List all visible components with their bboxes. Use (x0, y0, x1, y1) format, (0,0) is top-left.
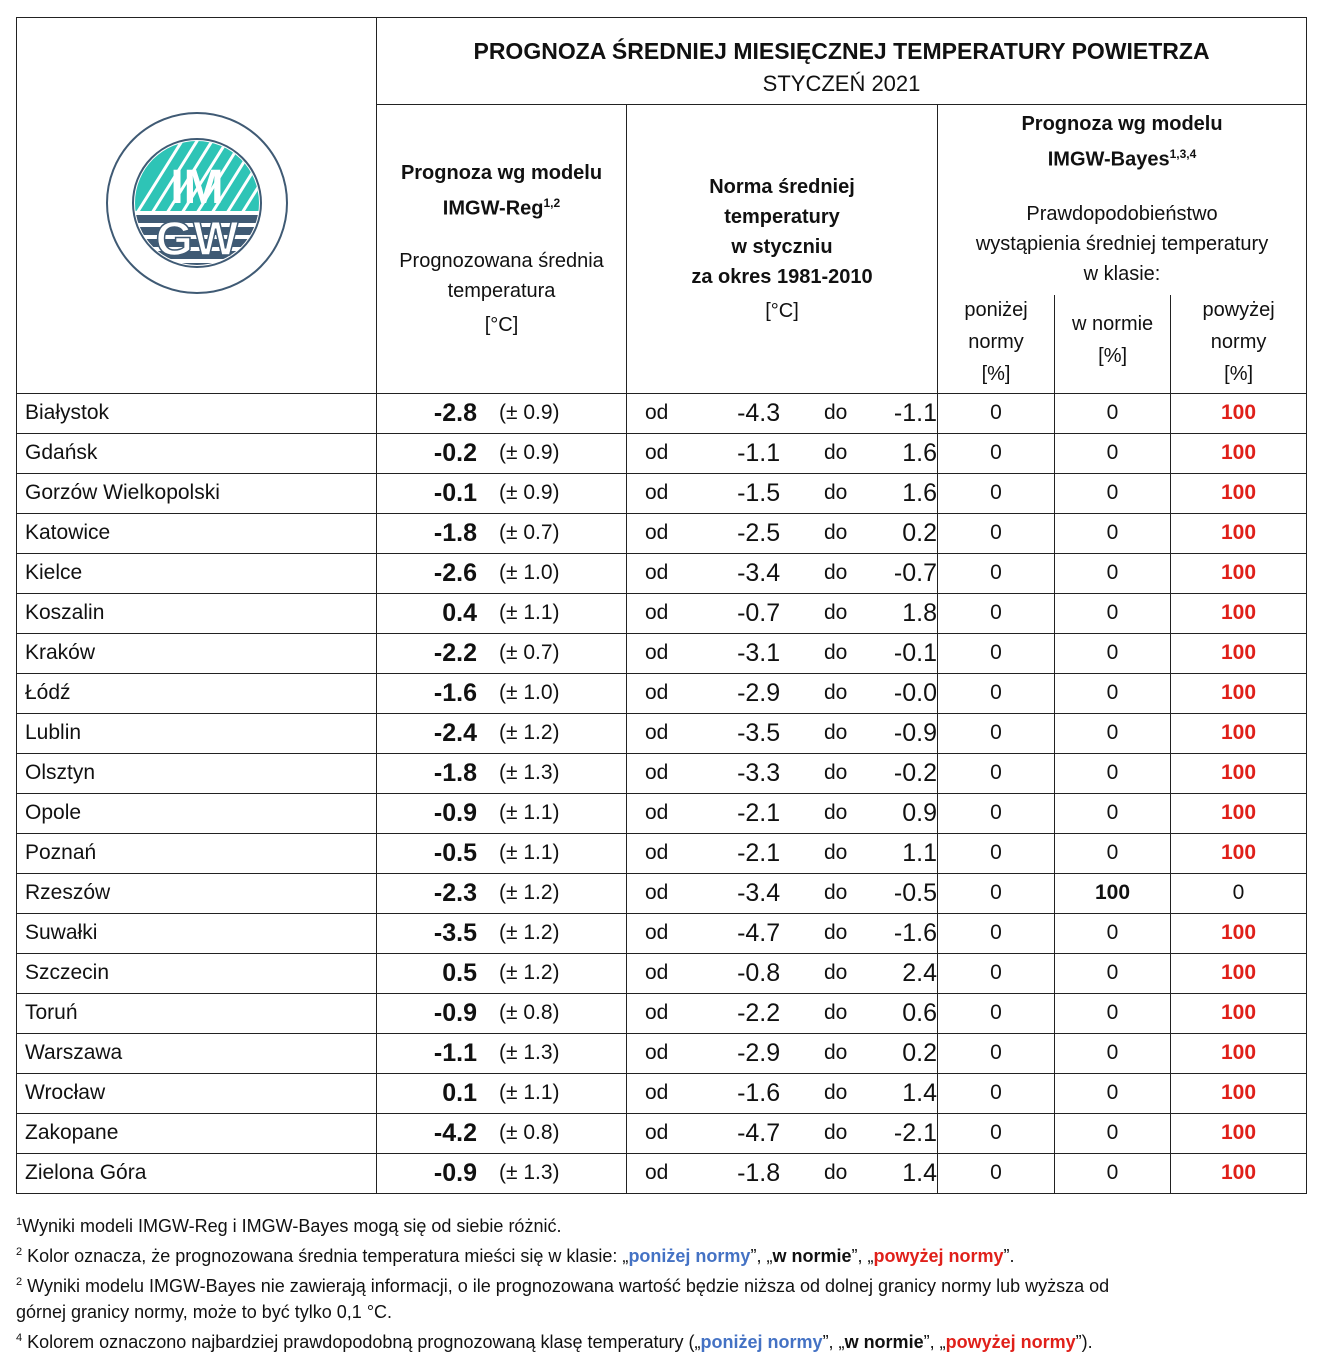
title-cell (377, 18, 1307, 105)
do-label: do (823, 1121, 848, 1145)
od-label: od (645, 801, 669, 825)
od-label: od (645, 1161, 669, 1185)
forecast-value: -0.1 (433, 478, 477, 507)
norm-header (627, 105, 938, 394)
city-name: Kraków (17, 633, 377, 673)
footnote-2: $^2$ Kolor oznacza, że prognozowana średnia temperatura mieści się w klasie: „poniżej normy”, „w normie”, „powyżej normy”. (16, 1246, 1015, 1266)
od-label: od (645, 761, 669, 785)
do-label: do (823, 1041, 848, 1065)
norm-range-cell (627, 673, 938, 713)
table-row (17, 833, 1307, 873)
forecast-value: -2.6 (433, 558, 477, 587)
prob-above: 100 (1171, 633, 1307, 673)
logo-top-text: IM (169, 160, 224, 214)
forecast-uncertainty: (± 1.1) (499, 601, 560, 625)
city-name: Opole (17, 793, 377, 833)
bayes-subheaders (938, 295, 1306, 393)
norm-range-cell (627, 1073, 938, 1113)
do-label: do (823, 721, 848, 745)
prob-normal: 0 (1055, 1113, 1171, 1153)
od-label: od (645, 1121, 669, 1145)
forecast-uncertainty: (± 1.0) (499, 681, 560, 705)
reg-forecast-cell (377, 1073, 627, 1113)
forecast-uncertainty: (± 1.2) (499, 961, 560, 985)
bayes-desc-2: wystąpienia średniej temperatury (975, 232, 1269, 255)
do-label: do (823, 841, 848, 865)
prob-above: 100 (1171, 673, 1307, 713)
norm-from: -3.5 (737, 718, 781, 747)
bayes-title-2: IMGW-Bayes (1047, 148, 1170, 171)
od-label: od (645, 401, 669, 425)
normal-header: w normie [%] (1055, 295, 1171, 393)
forecast-uncertainty: (± 1.0) (499, 561, 560, 585)
norm-title-2: temperatury (724, 205, 840, 228)
reg-forecast-cell (377, 793, 627, 833)
prob-above: 100 (1171, 793, 1307, 833)
city-name: Wrocław (17, 1073, 377, 1113)
norm-to: -0.1 (893, 638, 937, 667)
norm-to: 0.6 (902, 998, 937, 1027)
od-label: od (645, 681, 669, 705)
norm-range-cell (627, 913, 938, 953)
forecast-uncertainty: (± 0.7) (499, 641, 560, 665)
prob-normal: 0 (1055, 593, 1171, 633)
reg-forecast-cell (377, 753, 627, 793)
logo-bottom-text: GW (155, 212, 238, 266)
norm-from: -3.4 (737, 878, 781, 907)
norm-from: -0.7 (737, 598, 781, 627)
prob-normal: 0 (1055, 673, 1171, 713)
norm-to: 1.6 (902, 438, 937, 467)
forecast-uncertainty: (± 0.9) (499, 441, 560, 465)
reg-header (377, 105, 627, 394)
norm-to: -2.1 (893, 1118, 937, 1147)
forecast-sheet (16, 17, 1306, 1194)
norm-from: -2.5 (737, 518, 781, 547)
od-label: od (645, 521, 669, 545)
forecast-uncertainty: (± 0.9) (499, 401, 560, 425)
city-name: Lublin (17, 713, 377, 753)
forecast-value: -1.6 (433, 678, 477, 707)
reg-forecast-cell (377, 393, 627, 433)
norm-from: -3.3 (737, 758, 781, 787)
table-body (17, 393, 1307, 1193)
table-row (17, 433, 1307, 473)
od-label: od (645, 1081, 669, 1105)
prob-below: 0 (938, 1153, 1055, 1193)
reg-forecast-cell (377, 473, 627, 513)
norm-to: -0.5 (893, 878, 937, 907)
prob-above: 100 (1171, 553, 1307, 593)
table-row (17, 913, 1307, 953)
od-label: od (645, 641, 669, 665)
do-label: do (823, 761, 848, 785)
prob-below: 0 (938, 993, 1055, 1033)
norm-to: 1.1 (902, 838, 937, 867)
footnote-1: $^1$Wyniki modeli IMGW-Reg i IMGW-Bayes mogą się od siebie różnić. (16, 1216, 562, 1236)
prob-above: 100 (1171, 513, 1307, 553)
table-row (17, 993, 1307, 1033)
reg-forecast-cell (377, 673, 627, 713)
table-row (17, 553, 1307, 593)
table-row (17, 953, 1307, 993)
prob-above: 100 (1171, 1073, 1307, 1113)
forecast-uncertainty: (± 0.8) (499, 1001, 560, 1025)
footnote-3: $^2$ Wyniki modelu IMGW-Bayes nie zawierają informacji, o ile prognozowana wartość będzie niższa od dolnej granicy normy lub wyższa od górnej granicy normy, może to być tylko 0,1 °C. (16, 1276, 1110, 1322)
reg-desc-2: temperatura (447, 279, 556, 302)
table-row (17, 513, 1307, 553)
do-label: do (823, 521, 848, 545)
prob-normal: 0 (1055, 713, 1171, 753)
forecast-value: -4.2 (433, 1118, 477, 1147)
forecast-uncertainty: (± 0.9) (499, 481, 560, 505)
norm-title-3: w styczniu (731, 235, 833, 258)
city-name: Zielona Góra (17, 1153, 377, 1193)
prob-above: 100 (1171, 753, 1307, 793)
forecast-table (16, 17, 1307, 1194)
norm-range-cell (627, 593, 938, 633)
norm-to: -0.7 (893, 558, 937, 587)
do-label: do (823, 441, 848, 465)
prob-below: 0 (938, 513, 1055, 553)
prob-below: 0 (938, 913, 1055, 953)
norm-from: -4.7 (737, 918, 781, 947)
prob-below: 0 (938, 873, 1055, 913)
forecast-uncertainty: (± 0.8) (499, 1121, 560, 1145)
forecast-value: -0.5 (433, 838, 477, 867)
table-row (17, 1073, 1307, 1113)
city-name: Katowice (17, 513, 377, 553)
norm-from: -2.1 (737, 798, 781, 827)
prob-normal: 0 (1055, 633, 1171, 673)
city-name: Poznań (17, 833, 377, 873)
prob-normal: 0 (1055, 1153, 1171, 1193)
reg-forecast-cell (377, 873, 627, 913)
forecast-uncertainty: (± 1.3) (499, 1161, 560, 1185)
table-row (17, 713, 1307, 753)
norm-to: 1.6 (902, 478, 937, 507)
city-name: Gorzów Wielkopolski (17, 473, 377, 513)
reg-forecast-cell (377, 513, 627, 553)
prob-normal: 0 (1055, 513, 1171, 553)
prob-below: 0 (938, 753, 1055, 793)
forecast-value: -2.2 (433, 638, 477, 667)
prob-above: 100 (1171, 833, 1307, 873)
forecast-uncertainty: (± 1.1) (499, 801, 560, 825)
above-header: powyżej normy [%] (1202, 298, 1275, 385)
prob-below: 0 (938, 593, 1055, 633)
do-label: do (823, 1001, 848, 1025)
prob-normal: 0 (1055, 913, 1171, 953)
do-label: do (823, 601, 848, 625)
table-row (17, 753, 1307, 793)
city-name: Szczecin (17, 953, 377, 993)
reg-forecast-cell (377, 1033, 627, 1073)
do-label: do (823, 401, 848, 425)
table-row (17, 1033, 1307, 1073)
forecast-value: -1.1 (433, 1038, 477, 1067)
prob-below: 0 (938, 1033, 1055, 1073)
prob-above: 0 (1171, 873, 1307, 913)
norm-from: -2.2 (737, 998, 781, 1027)
city-name: Kielce (17, 553, 377, 593)
prob-normal: 100 (1055, 873, 1171, 913)
prob-normal: 0 (1055, 553, 1171, 593)
norm-unit: [°C] (765, 299, 799, 322)
reg-forecast-cell (377, 553, 627, 593)
do-label: do (823, 641, 848, 665)
norm-title-1: Norma średniej (709, 175, 855, 198)
norm-from: -1.1 (737, 438, 781, 467)
forecast-uncertainty: (± 1.2) (499, 721, 560, 745)
norm-range-cell (627, 1113, 938, 1153)
table-row (17, 873, 1307, 913)
prob-above: 100 (1171, 473, 1307, 513)
norm-from: -2.1 (737, 838, 781, 867)
do-label: do (823, 1081, 848, 1105)
forecast-value: -2.8 (433, 398, 477, 427)
od-label: od (645, 721, 669, 745)
table-row (17, 793, 1307, 833)
prob-above: 100 (1171, 953, 1307, 993)
forecast-uncertainty: (± 1.2) (499, 921, 560, 945)
forecast-uncertainty: (± 1.1) (499, 841, 560, 865)
prob-above: 100 (1171, 913, 1307, 953)
table-row (17, 633, 1307, 673)
od-label: od (645, 441, 669, 465)
od-label: od (645, 1041, 669, 1065)
prob-below: 0 (938, 393, 1055, 433)
reg-desc-1: Prognozowana średnia (399, 249, 604, 272)
city-name: Koszalin (17, 593, 377, 633)
prob-above: 100 (1171, 1153, 1307, 1193)
forecast-value: -3.5 (433, 918, 477, 947)
bayes-desc-1: Prawdopodobieństwo (1026, 202, 1218, 225)
prob-normal: 0 (1055, 833, 1171, 873)
city-name: Łódź (17, 673, 377, 713)
do-label: do (823, 561, 848, 585)
prob-normal: 0 (1055, 953, 1171, 993)
od-label: od (645, 481, 669, 505)
prob-normal: 0 (1055, 753, 1171, 793)
city-name: Białystok (17, 393, 377, 433)
forecast-value: -0.2 (433, 438, 477, 467)
prob-above: 100 (1171, 1113, 1307, 1153)
prob-normal: 0 (1055, 393, 1171, 433)
norm-range-cell (627, 993, 938, 1033)
norm-range-cell (627, 1033, 938, 1073)
table-row (17, 1153, 1307, 1193)
do-label: do (823, 921, 848, 945)
prob-above: 100 (1171, 993, 1307, 1033)
norm-range-cell (627, 393, 938, 433)
city-name: Zakopane (17, 1113, 377, 1153)
reg-forecast-cell (377, 953, 627, 993)
norm-range-cell (627, 793, 938, 833)
reg-title-1: Prognoza wg modelu (400, 162, 603, 184)
norm-from: -1.5 (737, 478, 781, 507)
forecast-value: -2.3 (433, 878, 477, 907)
forecast-value: 0.1 (442, 1078, 477, 1107)
prob-above: 100 (1171, 593, 1307, 633)
od-label: od (645, 921, 669, 945)
table-row (17, 673, 1307, 713)
bayes-sup: 1,3,4 (1169, 147, 1197, 161)
city-name: Suwałki (17, 913, 377, 953)
norm-range-cell (627, 1153, 938, 1193)
norm-from: -0.8 (737, 958, 781, 987)
forecast-uncertainty: (± 1.3) (499, 1041, 560, 1065)
forecast-uncertainty: (± 1.3) (499, 761, 560, 785)
norm-to: -1.1 (893, 398, 937, 427)
norm-range-cell (627, 553, 938, 593)
norm-to: 0.9 (902, 798, 937, 827)
prob-below: 0 (938, 473, 1055, 513)
city-name: Toruń (17, 993, 377, 1033)
reg-unit: [°C] (484, 313, 519, 336)
reg-forecast-cell (377, 593, 627, 633)
norm-to: -0.0 (893, 678, 937, 707)
norm-to: -1.6 (893, 918, 937, 947)
imgw-logo (97, 103, 297, 303)
prob-below: 0 (938, 713, 1055, 753)
forecast-value: 0.4 (442, 598, 477, 627)
prob-below: 0 (938, 633, 1055, 673)
norm-range-cell (627, 713, 938, 753)
do-label: do (823, 681, 848, 705)
norm-to: 1.4 (902, 1158, 937, 1187)
od-label: od (645, 1001, 669, 1025)
reg-forecast-cell (377, 833, 627, 873)
forecast-value: 0.5 (442, 958, 477, 987)
prob-below: 0 (938, 833, 1055, 873)
page-subtitle: STYCZEŃ 2021 (762, 70, 921, 96)
norm-to: 1.8 (902, 598, 937, 627)
city-name: Olsztyn (17, 753, 377, 793)
norm-title-4: za okres 1981-2010 (691, 265, 873, 288)
norm-range-cell (627, 953, 938, 993)
do-label: do (823, 961, 848, 985)
bayes-desc-3: w klasie: (1083, 262, 1161, 285)
footnotes (16, 1209, 1306, 1355)
table-row (17, 1113, 1307, 1153)
prob-below: 0 (938, 673, 1055, 713)
prob-normal: 0 (1055, 433, 1171, 473)
do-label: do (823, 801, 848, 825)
norm-to: -0.2 (893, 758, 937, 787)
norm-from: -2.9 (737, 678, 781, 707)
below-header: poniżej normy [%] (938, 295, 1055, 393)
norm-range-cell (627, 473, 938, 513)
norm-range-cell (627, 873, 938, 913)
city-name: Gdańsk (17, 433, 377, 473)
norm-to: 0.2 (902, 1038, 937, 1067)
prob-normal: 0 (1055, 993, 1171, 1033)
prob-below: 0 (938, 553, 1055, 593)
reg-title-2: IMGW-Reg (442, 197, 544, 220)
od-label: od (645, 881, 669, 905)
table-row (17, 473, 1307, 513)
page-title: PROGNOZA ŚREDNIEJ MIESIĘCZNEJ TEMPERATURY POWIETRZA (473, 37, 1210, 64)
table-row (17, 393, 1307, 433)
norm-to: -0.9 (893, 718, 937, 747)
prob-below: 0 (938, 793, 1055, 833)
norm-from: -1.8 (737, 1158, 781, 1187)
prob-below: 0 (938, 1073, 1055, 1113)
bayes-header (938, 105, 1307, 394)
norm-to: 0.2 (902, 518, 937, 547)
do-label: do (823, 1161, 848, 1185)
reg-forecast-cell (377, 1153, 627, 1193)
forecast-uncertainty: (± 1.2) (499, 881, 560, 905)
reg-sup: 1,2 (543, 196, 561, 210)
prob-normal: 0 (1055, 793, 1171, 833)
reg-forecast-cell (377, 913, 627, 953)
norm-range-cell (627, 833, 938, 873)
forecast-value: -2.4 (433, 718, 477, 747)
reg-forecast-cell (377, 993, 627, 1033)
od-label: od (645, 841, 669, 865)
prob-above: 100 (1171, 1033, 1307, 1073)
od-label: od (645, 601, 669, 625)
norm-from: -4.7 (737, 1118, 781, 1147)
prob-normal: 0 (1055, 1073, 1171, 1113)
prob-below: 0 (938, 433, 1055, 473)
forecast-uncertainty: (± 1.1) (499, 1081, 560, 1105)
norm-from: -3.1 (737, 638, 781, 667)
table-row (17, 593, 1307, 633)
prob-below: 0 (938, 953, 1055, 993)
norm-to: 1.4 (902, 1078, 937, 1107)
norm-from: -3.4 (737, 558, 781, 587)
footnote-4: $^4$ Kolorem oznaczono najbardziej prawdopodobną prognozowaną klasę temperatury („poniżej normy”, „w normie”, „powyżej normy”). (16, 1332, 1093, 1352)
logo-cell (17, 18, 377, 394)
norm-range-cell (627, 433, 938, 473)
do-label: do (823, 481, 848, 505)
norm-range-cell (627, 513, 938, 553)
norm-range-cell (627, 633, 938, 673)
forecast-value: -1.8 (433, 518, 477, 547)
od-label: od (645, 961, 669, 985)
forecast-value: -0.9 (433, 998, 477, 1027)
forecast-value: -0.9 (433, 1158, 477, 1187)
norm-from: -4.3 (737, 398, 781, 427)
city-name: Rzeszów (17, 873, 377, 913)
bayes-title-1: Prognoza wg modelu (1021, 113, 1223, 135)
reg-forecast-cell (377, 633, 627, 673)
od-label: od (645, 561, 669, 585)
reg-forecast-cell (377, 433, 627, 473)
prob-above: 100 (1171, 393, 1307, 433)
prob-below: 0 (938, 1113, 1055, 1153)
norm-to: 2.4 (902, 958, 937, 987)
reg-forecast-cell (377, 1113, 627, 1153)
norm-from: -1.6 (737, 1078, 781, 1107)
prob-above: 100 (1171, 713, 1307, 753)
prob-normal: 0 (1055, 473, 1171, 513)
prob-above: 100 (1171, 433, 1307, 473)
norm-from: -2.9 (737, 1038, 781, 1067)
forecast-uncertainty: (± 0.7) (499, 521, 560, 545)
do-label: do (823, 881, 848, 905)
city-name: Warszawa (17, 1033, 377, 1073)
reg-forecast-cell (377, 713, 627, 753)
norm-range-cell (627, 753, 938, 793)
forecast-value: -1.8 (433, 758, 477, 787)
prob-normal: 0 (1055, 1033, 1171, 1073)
forecast-value: -0.9 (433, 798, 477, 827)
